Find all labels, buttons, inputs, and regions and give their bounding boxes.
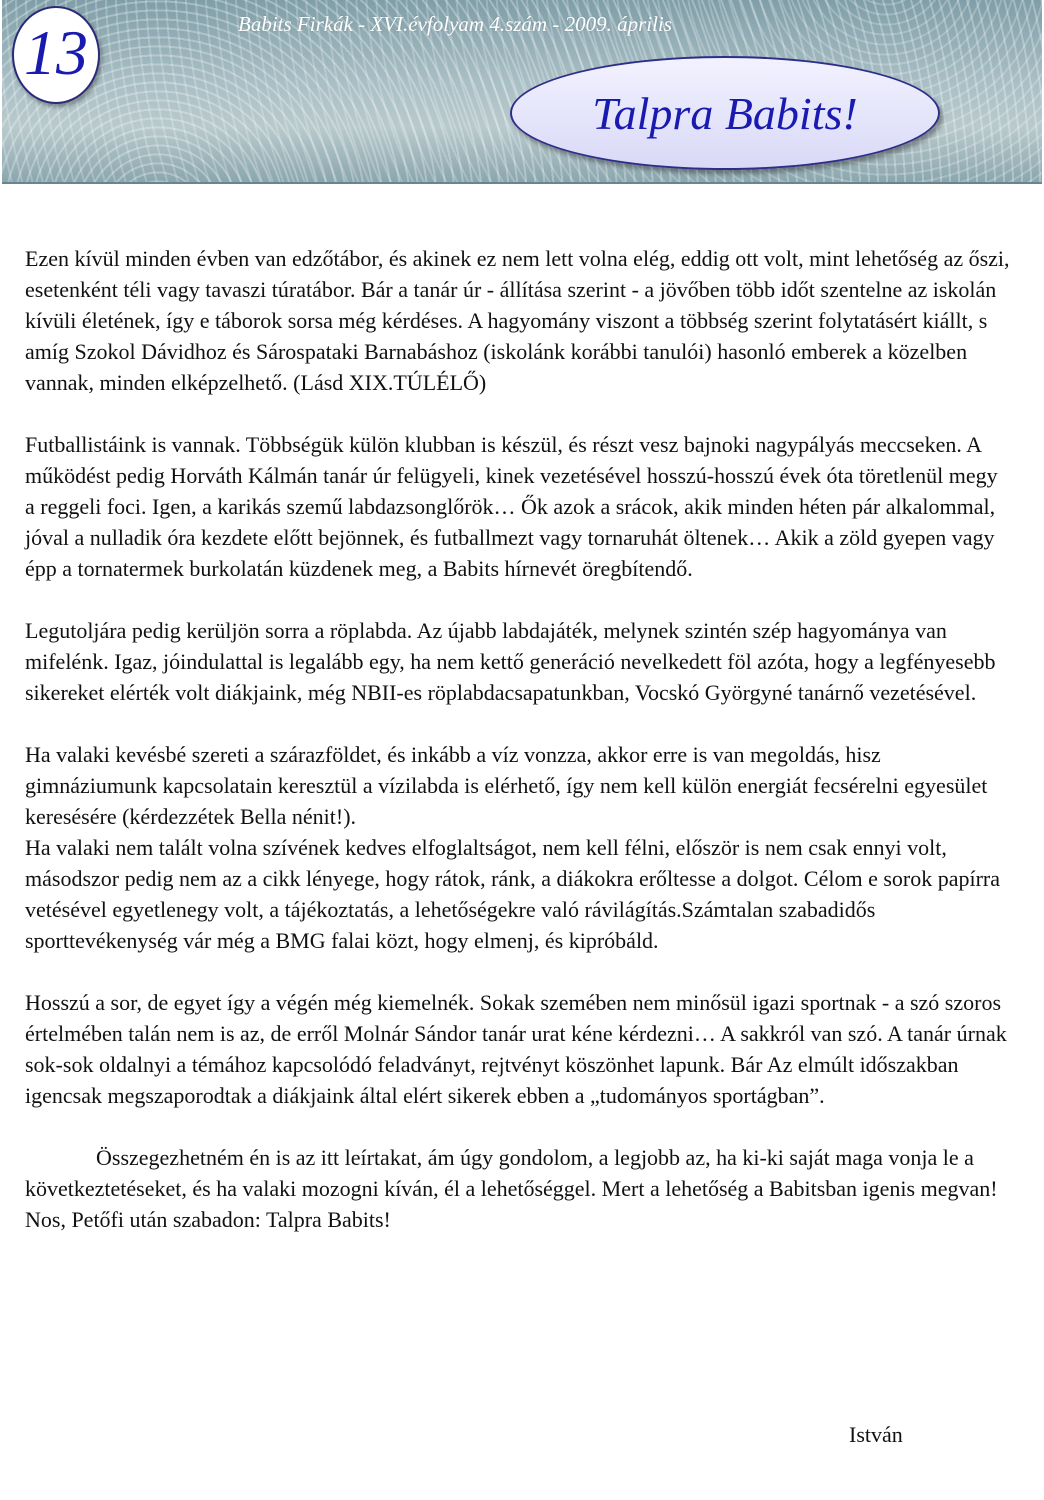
page-number-badge (12, 6, 100, 104)
issue-line: Babits Firkák - XVI.évfolyam 4.szám - 2009. április (238, 12, 672, 36)
paragraph-purpose: Ha valaki nem talált volna szívének kedves elfoglaltságot, nem kell félni, először is nem csak ennyi volt, másodszor pedig nem az a cikk lényege, hogy rátok, ránk, a diákokra erőltesse a dolgot. Célom e sorok papírra vetésével egyetlenegy volt, a tájékoztatás, a lehetőségekre való rávilágítás.Számtalan szabadidős sporttevékenység vár még a BMG falai közt, hogy elmenj, és kipróbáld. (25, 835, 1001, 953)
paragraph-training-camp: Ezen kívül minden évben van edzőtábor, és akinek ez nem lett volna elég, eddig ott volt, mint lehetőség az őszi, esetenként téli vagy tavaszi túratábor. Bár a tanár úr - állítása szerint - a jövőben több időt szentelne az iskolán kívüli életének, így e táborok sorsa még kérdéses. A hagyomány viszont a többség szerint folytatásért kiállt, s amíg Szokol Dávidhoz és Sárospataki Barnabáshoz (iskolánk korábbi tanulói) hasonló emberek a közelben vannak, minden elképzelhető. (Lásd XIX.TÚLÉLŐ) (25, 246, 1010, 395)
paragraph-water-polo: Ha valaki kevésbé szereti a szárazföldet, és inkább a víz vonzza, akkor erre is van megoldás, hisz gimnáziumunk kapcsolatain keresztül a vízilabda is elérhető, így nem kell külön energiát fecsérelni egyesület keresésére (kérdezzétek Bella nénit!). (25, 742, 988, 829)
paragraph-volleyball: Legutoljára pedig kerüljön sorra a röplabda. Az újabb labdajáték, melynek szintén szép hagyománya van mifelénk. Igaz, jóindulattal is legalább egy, ha nem kettő generáció nevelkedett föl azóta, hogy a legfényesebb sikereket elérték volt diákjaink, még NBII-es röplabdacsapatunkban, Vocskó Györgyné tanárnő vezetésével. (25, 618, 996, 705)
article-body (25, 243, 1010, 1235)
article-title: Talpra Babits! (592, 87, 858, 139)
page-number: 13 (24, 17, 88, 88)
paragraph-football: Futballistáink is vannak. Többségük külön klubban is készül, és részt vesz bajnoki nagypályás meccseken. A működést pedig Horváth Kálmán tanár úr felügyeli, kinek vezetésével hosszú-hosszú évek óta töretlenül megy a reggeli foci. Igen, a karikás szemű labdazsonglőrök… Ők azok a srácok, akik minden héten pár alkalommal, jóval a nulladik óra kezdete előtt bejönnek, és futballmezt vagy tornaruhát öltenek… Akik a zöld gyepen vagy épp a tornatermek burkolatán küzdenek meg, a Babits hírnevét öregbítendő. (25, 432, 998, 581)
paragraph-chess: Hosszú a sor, de egyet így a végén még kiemelnék. Sokak szemében nem minősül igazi sportnak - a szó szoros értelmében talán nem is az, de erről Molnár Sándor tanár urat kéne kérdezni… A sakkról van szó. A tanár úrnak sok-sok oldalnyi a témához kapcsolódó feladványt, rejtvényt köszönhet lapunk. Bár Az elmúlt időszakban igencsak megszaporodtak a diákjaink által elért sikerek ebben a „tudományos sportágban”. (25, 990, 1007, 1108)
author-signature: István (849, 1422, 903, 1447)
paragraph-conclusion: Összegezhetném én is az itt leírtakat, ám úgy gondolom, a legjobb az, ha ki-ki saját maga vonja le a következtetéseket, és ha valaki mozogni kíván, él a lehetőséggel. Mert a lehetőség a Babitsban igenis megvan! Nos, Petőfi után szabadon: Talpra Babits! (25, 1145, 998, 1232)
title-oval (510, 56, 940, 170)
page-header-banner (2, 0, 1042, 184)
